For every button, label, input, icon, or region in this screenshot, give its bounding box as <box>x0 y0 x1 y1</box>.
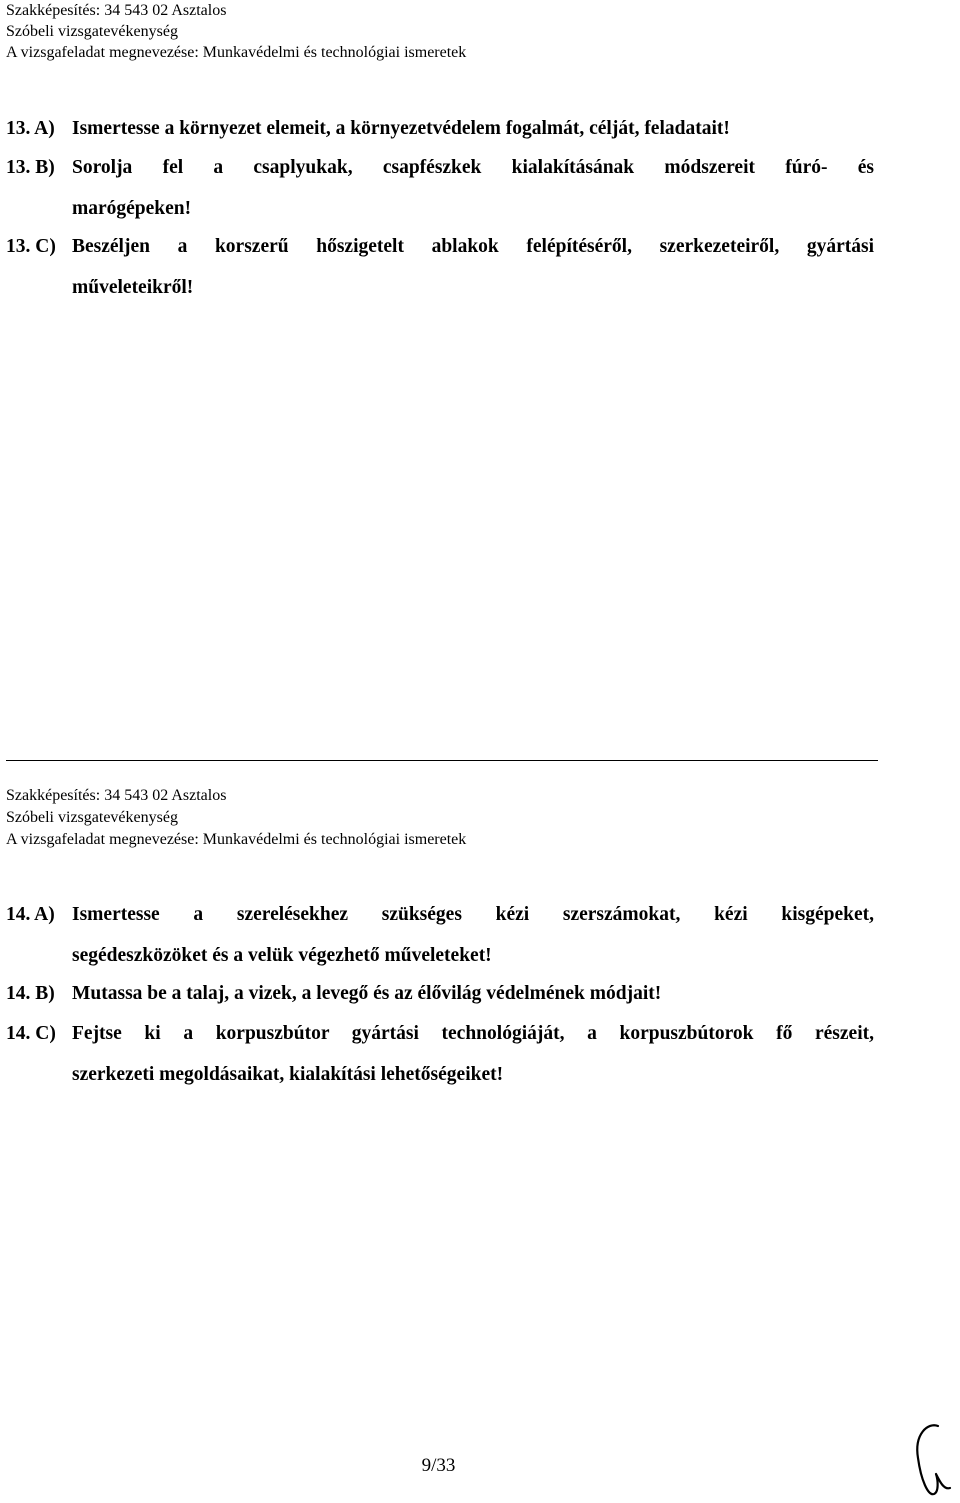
question-text-line1: Fejtse ki a korpuszbútor gyártási technológiáját, a korpuszbútorok fő részeit, <box>72 1023 874 1044</box>
question-14a <box>6 894 874 976</box>
question-text-line2: szerkezeti megoldásaikat, kialakítási lehetőségeiket! <box>72 1064 504 1085</box>
header-activity: Szóbeli vizsgatevékenység <box>6 809 178 826</box>
handwritten-initial <box>908 1418 952 1500</box>
section-divider <box>6 760 878 761</box>
question-number: 14. A) <box>6 904 55 925</box>
question-13a <box>6 108 874 149</box>
question-13b <box>6 147 874 229</box>
page-number: 9/33 <box>421 1455 456 1476</box>
question-text-line2: segédeszközöket és a velük végezhető műveleteket! <box>72 945 492 966</box>
header-qualification: Szakképesítés: 34 543 02 Asztalos <box>6 2 227 19</box>
question-text-line2: marógépeken! <box>72 198 192 219</box>
question-text-line2: műveleteikről! <box>72 277 194 298</box>
question-14b <box>6 973 874 1014</box>
question-text-line1: Sorolja fel a csaplyukak, csapfészkek kialakításának módszereit fúró- és <box>72 157 874 178</box>
question-13c <box>6 226 874 308</box>
question-number: 13. A) <box>6 118 55 139</box>
header-task-name: A vizsgafeladat megnevezése: Munkavédelmi és technológiai ismeretek <box>6 831 467 848</box>
header-activity: Szóbeli vizsgatevékenység <box>6 23 178 40</box>
question-text: Ismertesse a környezet elemeit, a környezetvédelem fogalmát, célját, feladatait! <box>72 118 730 139</box>
question-number: 14. B) <box>6 983 55 1004</box>
question-text: Mutassa be a talaj, a vizek, a levegő és az élővilág védelmének módjait! <box>72 983 662 1004</box>
question-number: 14. C) <box>6 1023 56 1044</box>
question-number: 13. C) <box>6 236 56 257</box>
header-task-name: A vizsgafeladat megnevezése: Munkavédelmi és technológiai ismeretek <box>6 44 467 61</box>
question-14c <box>6 1013 874 1095</box>
question-number: 13. B) <box>6 157 55 178</box>
question-text-line1: Ismertesse a szerelésekhez szükséges kézi szerszámokat, kézi kisgépeket, <box>72 904 874 925</box>
header-qualification: Szakképesítés: 34 543 02 Asztalos <box>6 787 227 804</box>
question-text-line1: Beszéljen a korszerű hőszigetelt ablakok felépítéséről, szerkezeteiről, gyártási <box>72 236 874 257</box>
